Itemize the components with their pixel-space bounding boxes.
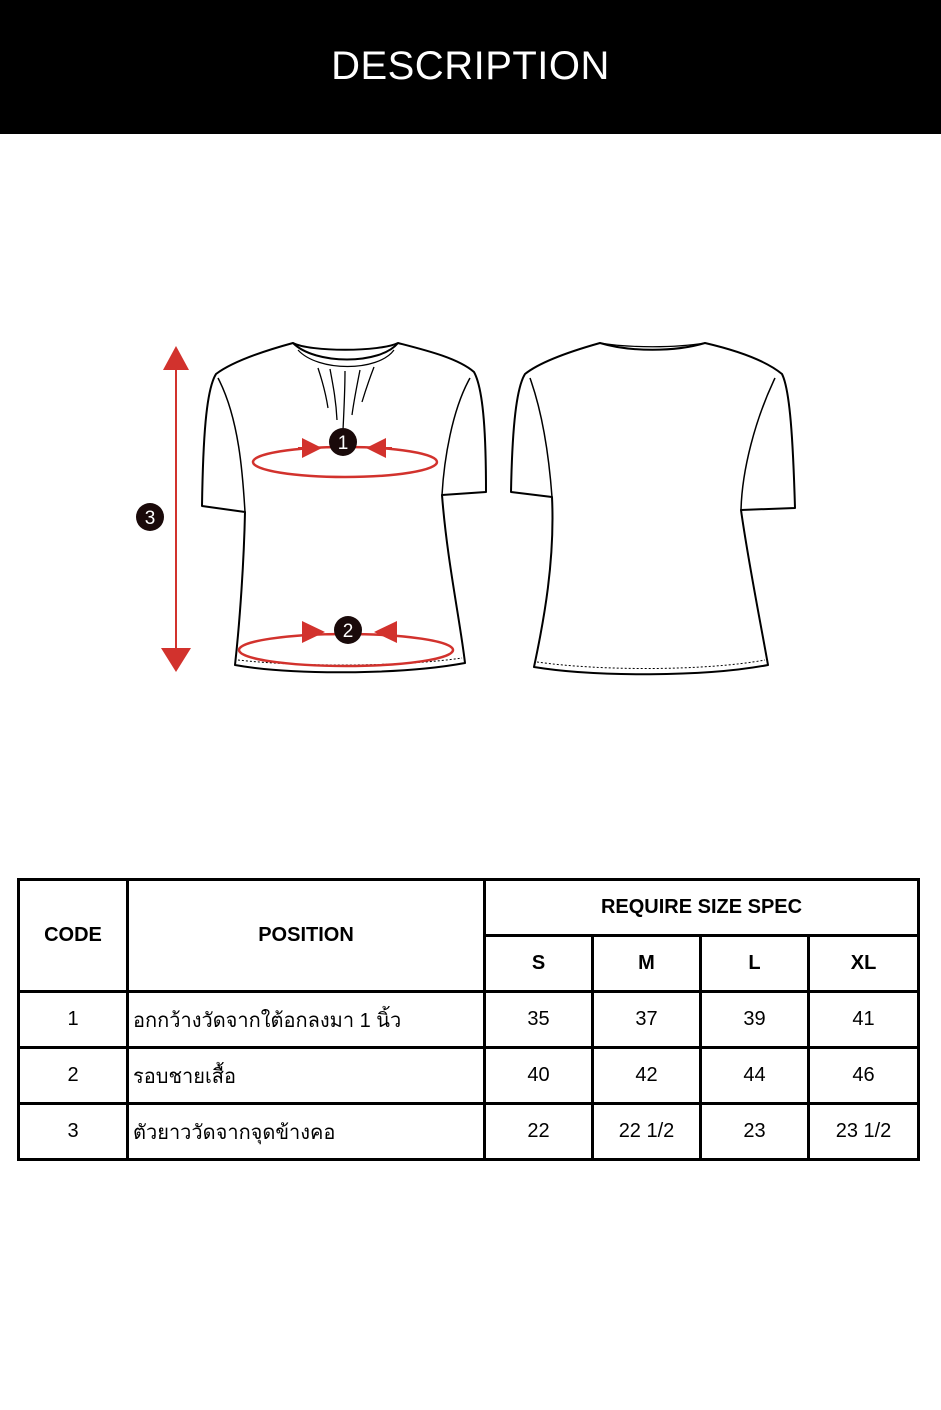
marker-2: [334, 616, 362, 644]
marker-3-label: 3: [144, 508, 156, 529]
size-header-xl: XL: [809, 936, 919, 992]
position-header: POSITION: [128, 880, 485, 992]
row-value-s: 22: [485, 1104, 593, 1160]
row-value-xl: 41: [809, 992, 919, 1048]
marker-3: [136, 503, 164, 531]
table-row: [19, 992, 919, 1048]
row-value-xl: 23 1/2: [809, 1104, 919, 1160]
back-shirt-drawing: [511, 343, 795, 674]
table-row: [19, 1104, 919, 1160]
row-value-l: 39: [701, 992, 809, 1048]
garment-diagram: [0, 134, 941, 834]
row-value-s: 40: [485, 1048, 593, 1104]
row-position: รอบชายเสื้อ: [128, 1048, 485, 1104]
code-header: CODE: [19, 880, 128, 992]
row-code: 3: [19, 1104, 128, 1160]
page-title: DESCRIPTION: [331, 43, 610, 88]
garment-illustration: [0, 134, 941, 834]
marker-1: [329, 428, 357, 456]
row-value-l: 44: [701, 1048, 809, 1104]
size-header-m: M: [593, 936, 701, 992]
row-value-xl: 46: [809, 1048, 919, 1104]
row-code: 2: [19, 1048, 128, 1104]
row-value-s: 35: [485, 992, 593, 1048]
row-value-l: 23: [701, 1104, 809, 1160]
table-row: [19, 1048, 919, 1104]
row-position: อกกว้างวัดจากใต้อกลงมา 1 นิ้ว: [128, 992, 485, 1048]
row-value-m: 37: [593, 992, 701, 1048]
spec-header: REQUIRE SIZE SPEC: [485, 880, 919, 936]
row-value-m: 42: [593, 1048, 701, 1104]
row-position: ตัวยาววัดจากจุดข้างคอ: [128, 1104, 485, 1160]
marker-1-label: 1: [337, 433, 349, 454]
size-header-s: S: [485, 936, 593, 992]
page-header: [0, 0, 941, 134]
length-measurement: [161, 346, 191, 672]
table-header-row: [19, 880, 919, 936]
marker-2-label: 2: [342, 621, 354, 642]
row-value-m: 22 1/2: [593, 1104, 701, 1160]
size-spec-table: [17, 878, 920, 1161]
row-code: 1: [19, 992, 128, 1048]
size-header-l: L: [701, 936, 809, 992]
